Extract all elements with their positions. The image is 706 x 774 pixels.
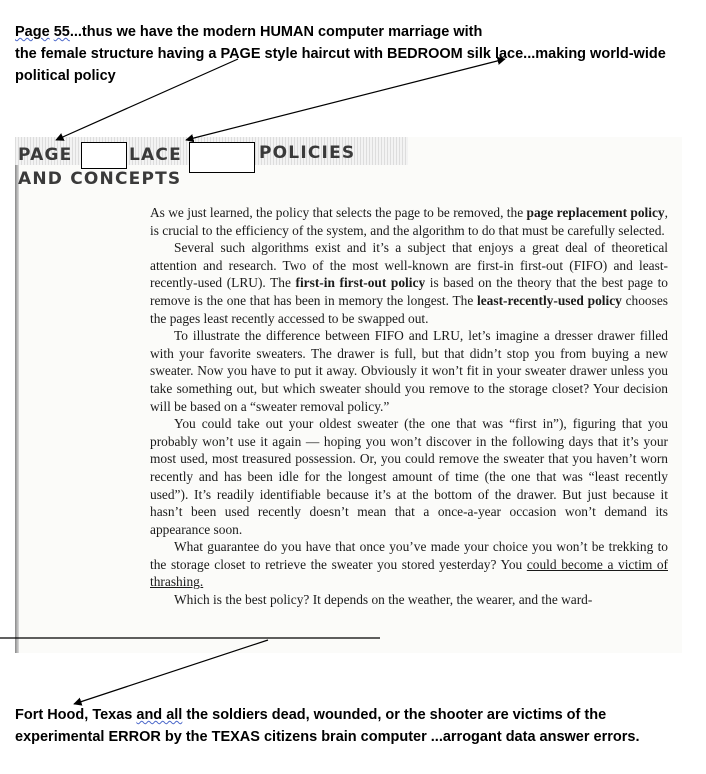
- top-note-page-word: Page: [15, 24, 50, 40]
- arrow-thrashing-to-bottom-note: [74, 640, 268, 704]
- p1-text-c: , is crucial to the efficiency of the system, and the algorithm to do that must be carefully selected.: [150, 205, 668, 238]
- top-note-line-3: political policy: [15, 68, 116, 84]
- bottom-note-text-b: and all: [136, 707, 183, 723]
- heading-page: PAGE: [18, 145, 73, 165]
- p5-text-a: What guarantee do you have that once you’ve made your choice you won’t be trekking to the storage closet to retrieve the sweater you stored yesterday? You: [150, 539, 668, 572]
- top-note-line-1-rest: ...thus we have the modern HUMAN computer marriage with: [69, 24, 483, 40]
- p2-bold-lru: least-recently-used policy: [477, 292, 622, 308]
- p2-text-c: is based on the theory that the best page to remove is the one that has been in memory the longest. The: [150, 275, 668, 308]
- paragraph-4: You could take out your oldest sweater (the one that was “first in”), figuring that you probably won’t use it again — hoping you won’t discover in the following days that it’s your most used, most treasured possession. Or, you could remove the sweater that you haven’t worn recently and has been idle for the longest amount of time (the one that was “least recently used”). It’s readily identifiable because it’s at the bottom of the drawer. But just because it hasn’t been used recently doesn’t mean that a once-a-year occasion won’t demand its appearance soon.: [150, 416, 668, 537]
- arrow-lace-to-heading: [186, 59, 505, 140]
- heading-policies: POLICIES: [259, 143, 356, 163]
- bottom-note-text-a: Fort Hood, Texas: [15, 707, 137, 723]
- heading-and-concepts: AND CONCEPTS: [18, 169, 182, 189]
- bottom-note-text-d: wounded: [313, 707, 378, 723]
- arrow-page-to-heading: [56, 59, 238, 140]
- bottom-note-text-c: the soldiers dead,: [182, 707, 314, 723]
- bottom-note-text-e: , or the shooter are victims of the: [377, 707, 607, 723]
- p2-text-a: Several such algorithms exist and it’s a subject that enjoys a great deal of theoretical attention and research. Two of the most well-known are first-in first-out (FIFO) and least-recently-used (LRU). The: [150, 240, 668, 291]
- p5-thrashing: could become a victim of thrashing.: [150, 556, 668, 590]
- paragraph-3: To illustrate the difference between FIFO and LRU, let’s imagine a dresser drawer filled with your favorite sweaters. The drawer is full, but that didn’t stop you from buying a new sweater. Now you have to put it away. Obviously it won’t fit in your sweater drawer unless you take something out, but which sweater should you remove to the storage closet? Your decision will be based on a “sweater removal policy.”: [150, 328, 668, 414]
- bottom-note-line-2: experimental ERROR by the TEXAS citizens brain computer ...arrogant data answer errors.: [15, 729, 640, 745]
- top-note-line-2: the female structure having a PAGE style haircut with BEDROOM silk lace...making world-wide: [15, 46, 666, 62]
- top-note-page-number: 55: [53, 24, 70, 40]
- heading-lace: LACE: [129, 145, 182, 165]
- p1-bold-term: page replacement policy: [526, 205, 665, 220]
- paragraph-6: Which is the best policy? It depends on the weather, the wearer, and the ward-: [174, 592, 593, 608]
- p1-text-a: As we just learned, the policy that selects the page to be removed, the: [150, 205, 527, 220]
- p2-text-e: chooses the pages least recently accessed to be swapped out.: [150, 292, 668, 326]
- p2-bold-fifo: first-in first-out policy: [295, 275, 426, 291]
